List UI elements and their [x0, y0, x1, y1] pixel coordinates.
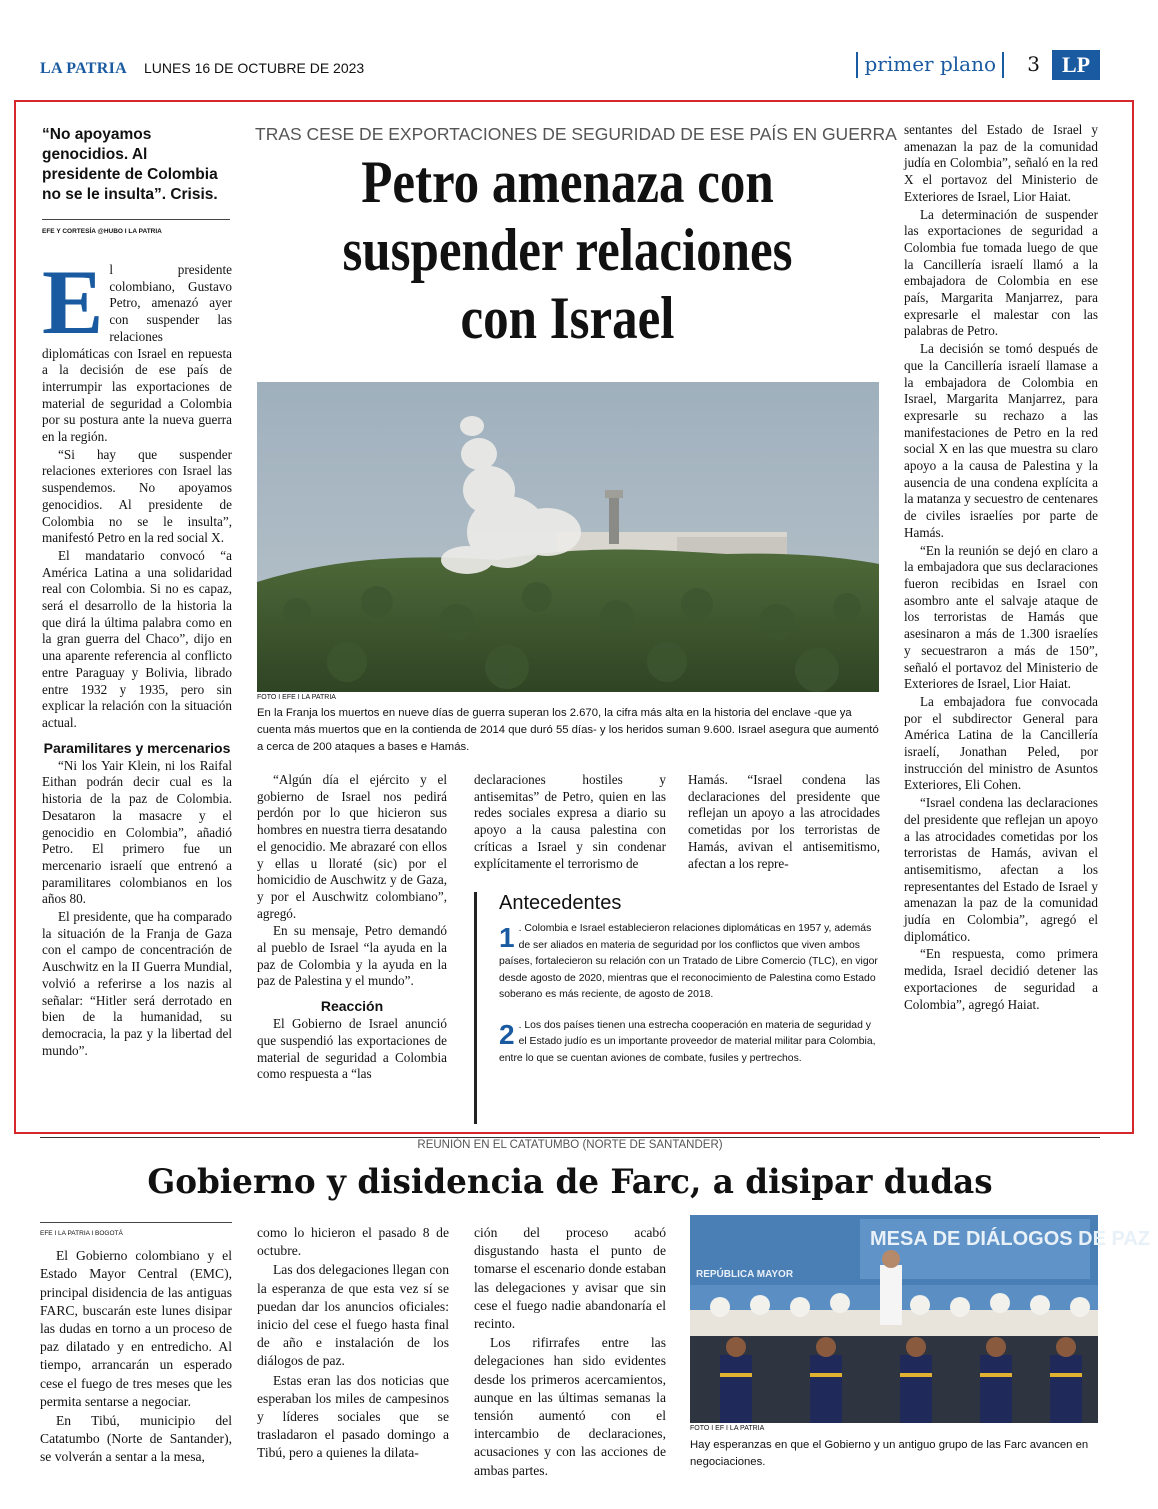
lower-byline-credit: EFE I LA PATRIA I BOGOTÁ [40, 1222, 232, 1243]
main-column-5 [904, 122, 1098, 1014]
main-column-2 [257, 772, 447, 1084]
paragraph: La embajadora fue convocada por el subdirector General para América Latina de la Cancillería israelí, Jonathan Peled, por instrucción del ministro de Asuntos Exteriores, Eli Cohen. [904, 693, 1098, 793]
paragraph: Hamás. “Israel condena las declaraciones del presidente que reflejan un apoyo a las atrocidades cometidas por los terroristas de Hamás, avivan el antisemitismo, afectan a los repre- [688, 772, 880, 871]
page-number: 3 [1027, 52, 1040, 76]
antecedente-number: 2 [499, 1018, 515, 1050]
paragraph: El Gobierno de Israel anunció que suspendió las exportaciones de material de seguridad a Colombia como respuesta a “las [257, 1016, 447, 1082]
lower-photo [690, 1215, 1151, 1423]
newspaper-logo: LA PATRIA [40, 60, 128, 77]
masthead [40, 48, 1100, 88]
antecedente-text: . Colombia e Israel establecieron relaciones diplomáticas en 1957 y, además de ser aliados en materia de seguridad por los conflictos que viven ambos países, fortalecieron su relación con un Tratado de Libre Comercio (TLC), en vigor desde agosto de 2020, mientras que el reconocimiento de Palestina como Estado soberano es más reciente, de agosto de 2018. [499, 923, 878, 1000]
paragraph: El Gobierno colombiano y el Estado Mayor Central (EMC), principal disidencia de las antiguas FARC, buscarán este lunes disipar las dudas en torno a un proceso de paz dilatado y en entredicho. Al tiempo, arrancarán un esperado cese el fuego de tres meses que les permita sentarse a negociar. [40, 1248, 232, 1409]
pull-quote-text: “No apoyamos genocidios. Al presidente de Colombia no se le insulta”. Crisis. [42, 126, 218, 203]
antecedentes-title: Antecedentes [499, 892, 622, 914]
byline-credit: EFE Y CORTESÍA @HUBO I LA PATRIA [42, 219, 230, 242]
lower-column-3 [474, 1224, 666, 1481]
photo-caption: En la Franja los muertos en nueve días de guerra superan los 2.670, la cifra más alta en la historia del enclave -que ya cuenta más muertos que en la contienda de 2014 que duró 55 días- y los heridos suman 9.600. Israel asegura que aumentó a cerca de 200 ataques a bases e Hamás. [257, 707, 879, 753]
paragraph: En Tibú, municipio del Catatumbo (Norte de Santander), se volverán a sentar a la mesa, [40, 1413, 232, 1465]
antecedente-text: . Los dos países tienen una estrecha cooperación en materia de seguridad y el Estado judío es un importante proveedor de material militar para Colombia, entre lo que se cuentan aviones de combate, fusiles y pertrechos. [499, 1019, 876, 1064]
paragraph: ción del proceso acabó disgustando hasta el punto de tomarse el escenario donde estaban las delegaciones y avisar que sin cese el fuego nadie abandonaría el recinto. [474, 1225, 666, 1332]
main-photo [257, 382, 879, 692]
paragraph: “Israel condena las declaraciones del presidente que reflejan un apoyo a las atrocidades cometidas por los terroristas de Hamás, avivan el antisemitismo, afectan a los representantes del Estado de Israel y amenazan la paz de la comunidad judía en Colombia”, agregó el diplomático. [904, 795, 1098, 944]
lower-kicker: REUNIÓN EN EL CATATUMBO (NORTE DE SANTANDER) [40, 1137, 1100, 1151]
paragraph: como lo hicieron el pasado 8 de octubre. [257, 1225, 449, 1259]
peace-talks-table-illustration [690, 1215, 1151, 1423]
paragraph: sentantes del Estado de Israel y amenazan la paz de la comunidad judía en Colombia”, señaló en la red X el portavoz del Ministerio de Exteriores de Israel, Lior Haiat. [904, 122, 1098, 204]
pull-quote [42, 125, 230, 246]
antecedentes-box [474, 892, 880, 1124]
lp-badge-logo: LP [1052, 50, 1100, 80]
lower-column-2 [257, 1224, 449, 1464]
section-label: primer plano [856, 52, 1004, 78]
paragraph: Los rifirrafes entre las delegaciones han sido evidentes desde los primeros acercamientos, aunque en las últimas semanas la tensión aumentó con el intercambio de declaraciones, acusaciones y con las acciones de ambas partes. [474, 1335, 666, 1478]
subheading-reaccion: Reacción [320, 998, 384, 1015]
lower-column-1 [40, 1222, 232, 1468]
issue-date: LUNES 16 DE OCTUBRE DE 2023 [144, 60, 365, 76]
paragraph: Las dos delegaciones llegan con la esperanza de que esta vez sí se puedan dar los anuncios oficiales: inicio del cese el fuego hasta final de año e instalación de los diálogos de paz. [257, 1262, 449, 1369]
lower-headline: Gobierno y disidencia de Farc, a disipar dudas [147, 1162, 993, 1202]
main-headline: Petro amenaza con suspender relaciones con Israel [342, 149, 793, 351]
paragraph: En su mensaje, Petro demandó al pueblo de Israel “la ayuda en la paz de Colombia y la ayuda en la paz de Palestina y el mundo”. [257, 923, 447, 989]
paragraph: declaraciones hostiles y antisemitas” de Petro, quien en las redes sociales expresa a diario su apoyo a la causa palestina con críticas a Israel y sin condenar explícitamente el terrorismo de [474, 772, 666, 871]
paragraph: “Si hay que suspender relaciones exteriores con Israel las suspendemos. No apoyamos genocidios. Al presidente de Colombia no se le insulta”, manifestó Petro en la red social X. [42, 446, 232, 546]
main-column-3 [474, 772, 666, 873]
paragraph: “En respuesta, como primera medida, Israel decidió detener las exportaciones de seguridad a Colombia”, agregó Haiat. [904, 946, 1098, 1012]
lower-photo-caption: Hay esperanzas en que el Gobierno y un antiguo grupo de las Farc avancen en negociaciones. [690, 1439, 1089, 1468]
paragraph: “Algún día el ejército y el gobierno de Israel nos pedirá perdón por lo que hicieron sus hombres en nuestra tierra desatando el genocidio. Me abrazaré con ellos y ellas u lloraté (sic) por el homicidio de Auschwitz y de Gaza, y por el Auschwitz colombiano”, agregó. [257, 772, 447, 921]
lower-photo-credit: FOTO I EF I LA PATRIA [690, 1425, 765, 1432]
paragraph: El presidente, que ha comparado la situación de la Franja de Gaza con el campo de concentración de Auschwitz en la II Guerra Mundial, volvió a referirse a los nazis al señalar: “Hitler será derrotado en bien de la humanidad, su democracia, la paz y la libertad del mundo”. [42, 909, 232, 1058]
subheading-paramilitares: Paramilitares y mercenarios [43, 739, 231, 756]
smoke-over-hill-illustration [257, 382, 879, 692]
photo-credit: FOTO I EFE I LA PATRIA [257, 694, 336, 701]
paragraph: La decisión se tomó después de que la Cancillería israelí llamase a la embajadora de Colombia en Israel, Margarita Manjarrez, para expresarle su rechazo a las manifestaciones de Petro en la red social X en las que muestra su claro apoyo a la causa de Palestina y la ausencia de una condena explícita a la matanza y secuestro de centenares de civiles israelíes por parte de Hamás. [904, 341, 1098, 540]
paragraph: La determinación de suspender las exportaciones de seguridad a Colombia fue tomada luego de que la Cancillería israelí llamó a la embajadora de Colombia en ese país, Margarita Manjarrez, para expresarle el malestar con las palabras de Petro. [904, 206, 1098, 339]
paragraph: El mandatario convocó “a América Latina a una solidaridad real con Colombia. Si no es capaz, será el desarrollo de la historia la que dirá la última palabra como en la gran guerra del Chaco”, dijo en una aparente referencia al conflicto entre Paraguay y Bolivia, librado entre 1932 y 1935, pero sin explicar la relación con la situación actual. [42, 547, 232, 730]
antecedente-item [499, 1018, 880, 1068]
paragraph: “En la reunión se dejó en claro a la embajadora que sus declaraciones fueron recibidas en Israel con asombro ante el salvaje ataque de los terroristas de Hamás que asesinaron a más de 1.300 israelíes y secuestraron a más de 150”, señaló el portavoz del Ministerio de Exteriores de Israel, Lior Haiat. [904, 542, 1098, 692]
main-column-4 [688, 772, 880, 873]
photo-banner-text: MESA DE DIÁLOGOS DE PAZ [870, 1228, 1151, 1250]
drop-cap: E [42, 251, 104, 353]
antecedente-item [499, 921, 880, 1004]
paragraph: “Ni los Yair Klein, ni los Raifal Eithan podrán decir cual es la historia de la paz de Colombia. Desataron la masacre y el genocidio en Colombia”, añadió Petro. El primero fue un mercenario israelí que entrenó a paramilitares colombianos en los años 80. [42, 757, 232, 907]
photo-banner-subtext: REPÚBLICA MAYOR [696, 1269, 794, 1280]
antecedente-number: 1 [499, 922, 515, 953]
main-kicker: TRAS CESE DE EXPORTACIONES DE SEGURIDAD DE ESE PAÍS EN GUERRA [255, 124, 897, 144]
paragraph: Estas eran las dos noticias que esperaban los miles de campesinos y líderes sociales que se trasladaron el pasado domingo a Tibú, pero a quienes la dilata- [257, 1372, 449, 1461]
paragraph: l presidente colombiano, Gustavo Petro, amenazó ayer con suspender las relaciones diplomáticas con Israel en repuesta a la decisión de ese país de interrumpir las exportaciones de material de seguridad a Colombia por su postura ante la nueva guerra en la región. [42, 262, 232, 445]
main-column-1 [42, 251, 232, 1060]
